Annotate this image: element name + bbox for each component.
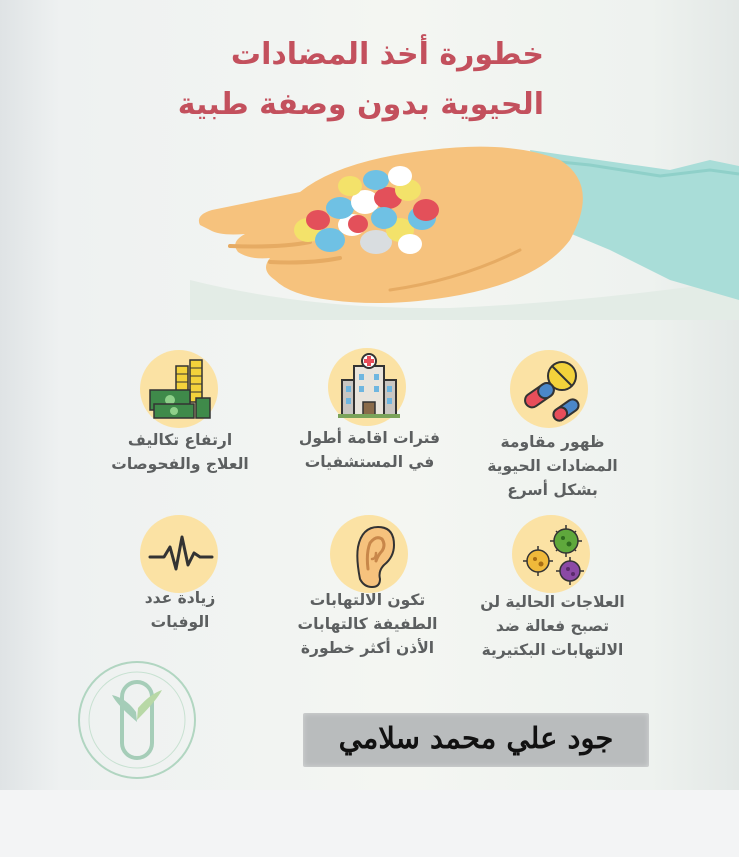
money-icon [146,354,216,424]
capsule-leaf-logo [62,660,212,780]
hand-with-pills-illustration [190,130,739,320]
item-label-deaths: زيادة عدد الوفيات [144,589,216,631]
item-label-costs: ارتفاع تكاليف العلاج والفحوصات [111,431,249,473]
item-label-hospital-stay: فترات اقامة أطول في المستشفيات [298,429,441,471]
pills-icon [516,354,588,426]
title-line-1: خطورة أخذ المضادات [230,37,544,72]
author-name-box [303,713,649,767]
bacteria-icon [518,519,590,591]
hospital-icon [334,350,404,420]
author-name: جود علي محمد سلامي [338,721,614,755]
item-label-treatments: العلاجات الحالية لن تصبح فعالة ضد الالتهابات البكتيرية [480,593,625,659]
ear-icon [336,519,406,591]
poster-title [124,30,544,130]
item-label-infections: تكون الالتهابات الطفيفة كالتهابات الأذن أكثر خطورة [297,591,438,657]
title-line-2: الحيوية بدون وصفة طبية [177,87,544,122]
bottom-blank-strip [0,790,739,857]
item-label-resistance: ظهور مقاومة المضادات الحيوية بشكل أسرع [487,433,618,499]
heartbeat-icon [146,519,216,589]
